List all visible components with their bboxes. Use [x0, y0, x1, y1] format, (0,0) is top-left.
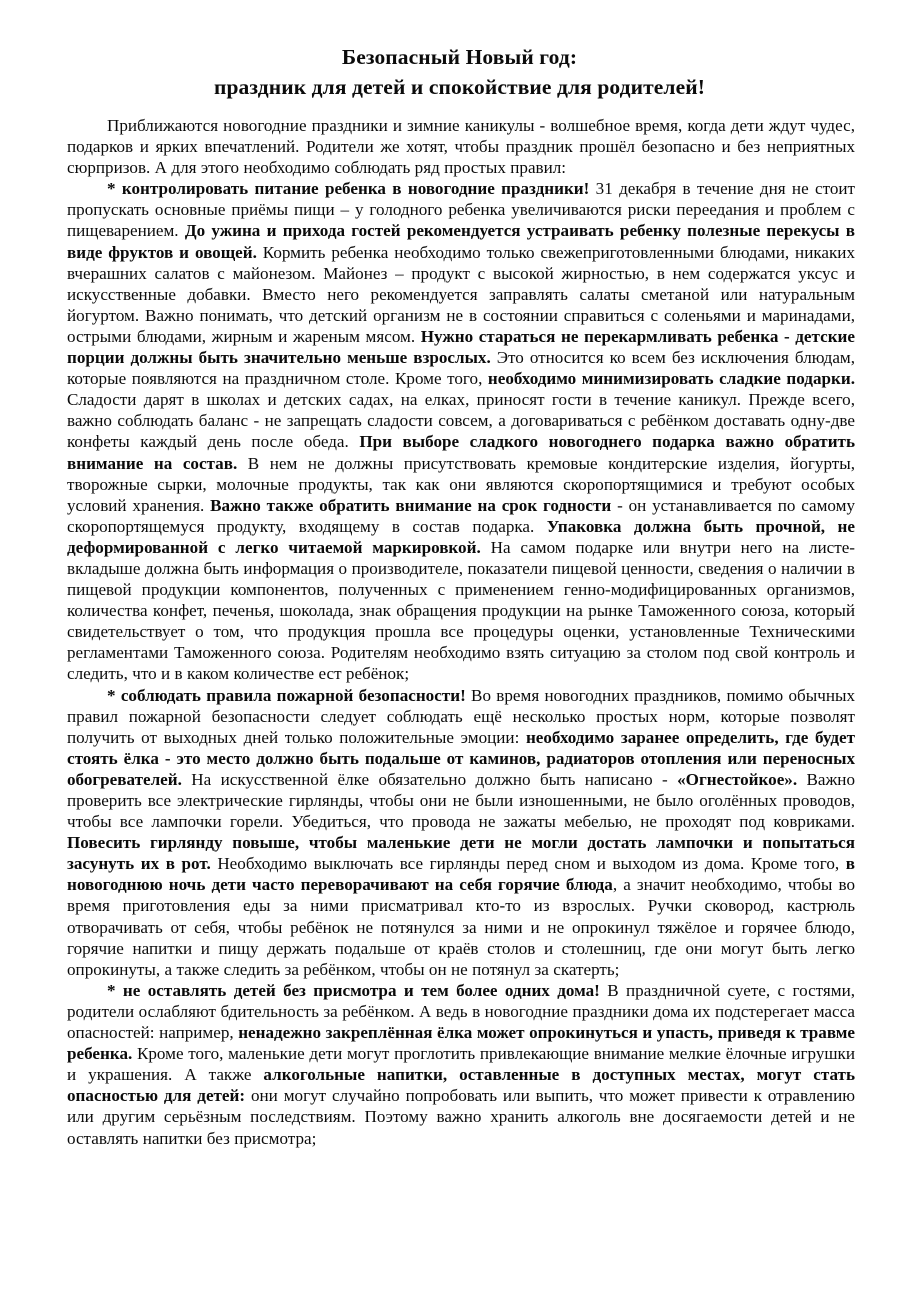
text-run: Кормить ребенка необходимо только свежеприготовленными блюдами, никаких вчерашних салатов с майонезом. Майонез – продукт с высокой жирностью, в нем содержатся уксус и искусственные добавки. Вместо него рекомендуется заправлять салаты сметаной или натуральным йогуртом. Важно понимать, что детский организм не в состоянии справиться с соленьями и маринадами, острыми блюдами, жирным и жареным мясом.: [67, 242, 855, 346]
emphasis-run: При выборе сладкого новогоднего подарка важно обратить внимание на состав.: [67, 432, 855, 473]
text-run: Это относится ко всем без исключения блюдам, которые появляются на праздничном столе. Кроме того,: [67, 348, 855, 389]
text-run: они могут случайно попробовать или выпить, что может привести к отравлению или другим серьёзным последствиям. Поэтому важно хранить алкоголь вне досягаемости детей и не оставлять напитки без присмотра;: [67, 1086, 855, 1148]
emphasis-run: ненадежно закреплённая ёлка может опрокинуться и упасть, приведя к травме ребенка.: [67, 1023, 856, 1064]
document-body: [0, 115, 919, 1149]
emphasis-run: «Огнестойкое».: [677, 769, 798, 789]
emphasis-run: Нужно стараться не перекармливать ребенка - детские порции должны быть значительно меньше взрослых.: [67, 326, 855, 368]
emphasis-run: Важно также обратить внимание на срок годности: [210, 495, 612, 515]
emphasis-run: * соблюдать правила пожарной безопасности!: [107, 685, 466, 705]
paragraph-intro: [67, 115, 855, 178]
emphasis-run: в новогоднюю ночь дети часто переворачивают на себя горячие блюда: [67, 854, 855, 895]
text-run: Приближаются новогодние праздники и зимние каникулы - волшебное время, когда дети ждут чудес, подарков и ярких впечатлений. Родители же хотят, чтобы праздник прошёл безопасно и без неприятных сюрпризов. А для этого необходимо соблюдать ряд простых правил:: [67, 116, 855, 178]
paragraph-rule-fire-safety: [67, 685, 855, 980]
page-title: [0, 0, 919, 102]
emphasis-run: Упаковка должна быть прочной, не деформированной с легко читаемой маркировкой.: [67, 516, 855, 557]
emphasis-run: необходимо заранее определить, где будет стоять ёлка - это место должно быть подальше от каминов, радиаторов отопления или переносных обогревателей.: [67, 727, 855, 789]
text-run: - он устанавливается по самому скоропортящемуся продукту, входящему в состав подарка.: [67, 495, 856, 536]
text-run: Кроме того, маленькие дети могут проглотить привлекающие внимание мелкие ёлочные игрушки и украшения. А также: [67, 1044, 855, 1085]
text-run: Во время новогодних праздников, помимо обычных правил пожарной безопасности следует соблюдать ещё несколько простых норм, которые позволят получить от выходных дней только положительные эмоции:: [67, 685, 855, 747]
emphasis-run: Повесить гирлянду повыше, чтобы маленькие дети не могли достать лампочки и попытаться засунуть их в рот.: [67, 833, 855, 874]
text-run: 31 декабря в течение дня не стоит пропускать основные приёмы пищи – у голодного ребенка увеличиваются риски переедания и проблем с пищеварением.: [67, 179, 855, 241]
text-run: На искусственной ёлке обязательно должно быть написано -: [181, 769, 678, 789]
paragraph-rule-nutrition: [67, 178, 855, 684]
emphasis-run: * контролировать питание ребенка в новогодние праздники!: [107, 179, 590, 199]
emphasis-run: До ужина и прихода гостей рекомендуется устраивать ребенку полезные перекусы в виде фруктов и овощей.: [67, 221, 855, 262]
page-title-line-1: Безопасный Новый год:: [341, 45, 578, 69]
emphasis-run: необходимо минимизировать сладкие подарки.: [487, 369, 855, 389]
paragraph-rule-supervision: [67, 980, 855, 1149]
emphasis-run: * не оставлять детей без присмотра и тем более одних дома!: [107, 980, 600, 1000]
page-title-line-2: праздник для детей и спокойствие для родителей!: [214, 75, 705, 99]
text-run: На самом подарке или внутри него на листе-вкладыше должна быть информация о производителе, показатели пищевой ценности, сведения о наличии в пищевой продукции компонентов, полученных с применением генно-модифицированных организмов, количества конфет, печенья, шоколада, знак обращения продукции на рынке Таможенного союза, который свидетельствует о том, что продукция прошла все процедуры оценки, установленные Техническими регламентами Таможенного союза. Родителям необходимо взять ситуацию за столом под свой контроль и следить, что и в каком количестве ест ребёнок;: [67, 537, 855, 684]
text-run: В праздничной суете, с гостями, родители ослабляют бдительность за ребёнком. А ведь в новогодние праздники дома их подстерегает масса опасностей: например,: [67, 980, 856, 1043]
text-run: В нем не должны присутствовать кремовые кондитерские изделия, йогурты, творожные сырки, молочные продукты, так как они являются скоропортящимися и требуют особых условий хранения.: [67, 453, 855, 515]
page-bottom-margin: [0, 1149, 919, 1249]
emphasis-run: алкогольные напитки, оставленные в доступных местах, могут стать опасностью для детей:: [67, 1065, 855, 1106]
text-run: Важно проверить все электрические гирлянды, чтобы они не были изношенными, не было оголённых проводов, чтобы все лампочки горели. Убедиться, что провода не зажаты мебелью, не проходят под ковриками.: [67, 769, 855, 832]
text-run: Необходимо выключать все гирлянды перед сном и выходом из дома. Кроме того,: [210, 854, 846, 874]
text-run: Сладости дарят в школах и детских садах, на елках, приносят гости в течение каникул. Прежде всего, важно соблюдать баланс - не запрещать сладости совсем, а договариваться с ребёнком доставать одну-две конфеты каждый день после обеда.: [67, 390, 855, 452]
text-run: , а значит необходимо, чтобы во время приготовления еды за ними присматривал кто-то из взрослых. Ручки сковород, кастрюль отворачивать от себя, чтобы ребёнок не потянулся за ними и не опрокинул тяжёлое и горячее блюдо, горячие напитки и пищу держать подальше от краёв столов и столешниц, где они могут быть легко опрокинуты, а также следить за ребёнком, чтобы он не потянул за скатерть;: [67, 875, 855, 979]
